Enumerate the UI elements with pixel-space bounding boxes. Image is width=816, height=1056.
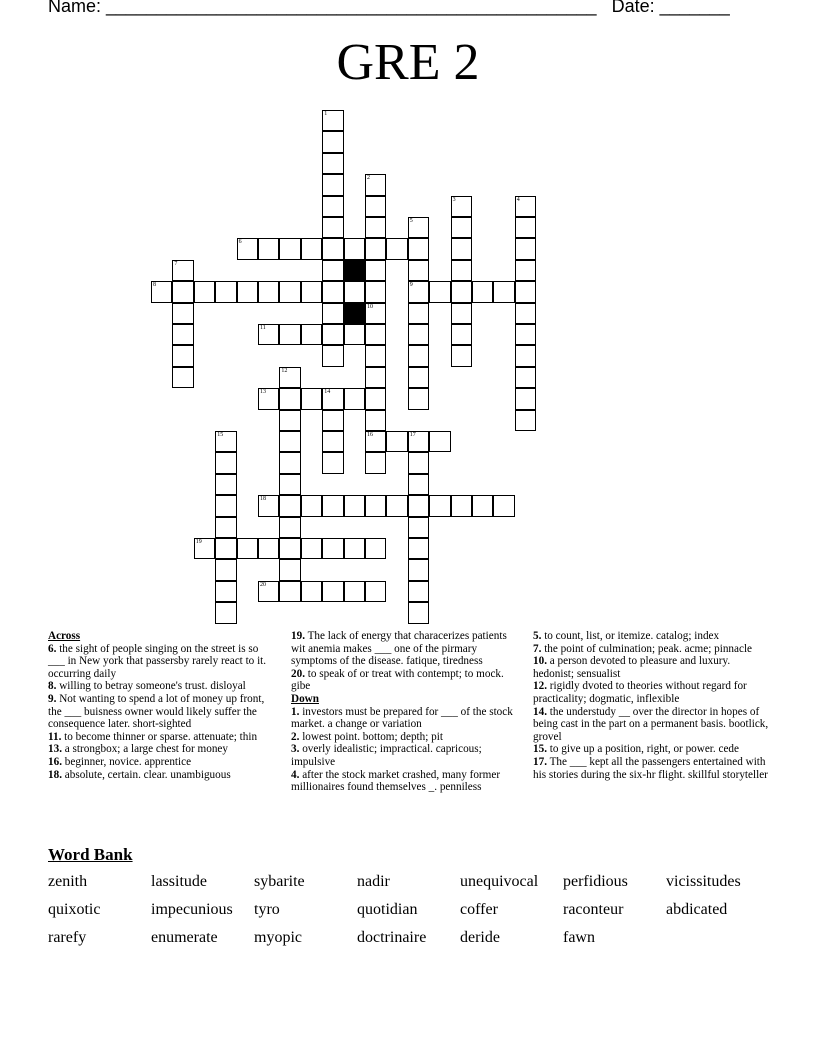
grid-cell[interactable] <box>365 324 386 345</box>
clue-number: 17 <box>409 432 416 438</box>
grid-cell[interactable] <box>365 174 386 195</box>
across-heading: Across <box>48 630 81 642</box>
grid-cell[interactable] <box>493 281 514 302</box>
clue-across-20: 20. to speak of or treat with contempt; to mock. gibe <box>291 667 504 693</box>
clue-number: 11 <box>260 325 266 331</box>
grid-cell[interactable] <box>322 388 343 409</box>
clue-down-7: 7. the point of culmination; peak. acme; pinnacle <box>533 642 753 655</box>
word-bank-word: abdicated <box>666 901 728 918</box>
grid-cell[interactable] <box>322 196 343 217</box>
grid-cell[interactable] <box>322 110 343 131</box>
grid-cell[interactable] <box>172 324 193 345</box>
grid-cell[interactable] <box>322 452 343 473</box>
grid-cell[interactable] <box>322 324 343 345</box>
black-cell <box>344 260 365 281</box>
word-bank-word: nadir <box>357 873 390 890</box>
grid-cell[interactable] <box>301 388 322 409</box>
word-bank-word: enumerate <box>151 929 218 946</box>
grid-cell[interactable] <box>172 260 193 281</box>
grid-cell[interactable] <box>322 495 343 516</box>
grid-cell[interactable] <box>215 495 236 516</box>
grid-cell[interactable] <box>365 410 386 431</box>
clue-down-12: 12. rigidly dvoted to theories without regard for practicality; dogmatic, inflexible <box>533 680 747 705</box>
clue-across-16: 16. beginner, novice. apprentice <box>48 755 192 768</box>
word-bank-word: sybarite <box>254 873 305 890</box>
grid-cell[interactable] <box>365 495 386 516</box>
grid-cell[interactable] <box>515 238 536 259</box>
grid-cell[interactable] <box>408 517 429 538</box>
grid-cell[interactable] <box>451 495 472 516</box>
grid-cell[interactable] <box>515 303 536 324</box>
grid-cell[interactable] <box>408 281 429 302</box>
grid-cell[interactable] <box>279 581 300 602</box>
grid-cell[interactable] <box>408 474 429 495</box>
grid-cell[interactable] <box>365 452 386 473</box>
grid-cell[interactable] <box>215 602 236 623</box>
grid-cell[interactable] <box>365 538 386 559</box>
grid-cell[interactable] <box>365 281 386 302</box>
grid-cell[interactable] <box>237 238 258 259</box>
word-bank-word: deride <box>460 929 500 946</box>
clues-column-2 <box>291 630 513 794</box>
grid-cell[interactable] <box>408 324 429 345</box>
word-bank-word: tyro <box>254 901 280 918</box>
word-bank-word: zenith <box>48 873 88 890</box>
grid-cell[interactable] <box>215 431 236 452</box>
word-bank-word: raconteur <box>563 901 624 918</box>
grid-cell[interactable] <box>365 345 386 366</box>
clue-number: 12 <box>281 367 288 374</box>
word-bank-word: perfidious <box>563 873 628 890</box>
grid-cell[interactable] <box>279 495 300 516</box>
grid-cell[interactable] <box>172 303 193 324</box>
word-bank-word: vicissitudes <box>666 873 741 890</box>
grid-cell[interactable] <box>365 238 386 259</box>
grid-cell[interactable] <box>344 324 365 345</box>
grid-cell[interactable] <box>301 324 322 345</box>
grid-cell[interactable] <box>408 602 429 623</box>
grid-cell[interactable] <box>365 367 386 388</box>
grid-cell[interactable] <box>344 388 365 409</box>
word-bank-word: quotidian <box>357 901 418 918</box>
grid-cell[interactable] <box>515 388 536 409</box>
word-bank-word: rarefy <box>48 929 87 946</box>
clue-number: 20 <box>260 581 266 588</box>
grid-cell[interactable] <box>365 196 386 217</box>
grid-cell[interactable] <box>172 281 193 302</box>
name-label: Name: <box>48 0 102 16</box>
grid-cell[interactable] <box>451 345 472 366</box>
grid-cell[interactable] <box>258 324 279 345</box>
clue-down-10: 10. a person devoted to pleasure and luxury. hedonist; sensualist <box>533 655 731 680</box>
grid-cell[interactable] <box>301 495 322 516</box>
clue-across-19: 19. The lack of energy that characerizes patients wit anemia makes ___ one of the pirmary symptoms of the disease. fatique, tiredness <box>291 630 507 668</box>
grid-cell[interactable] <box>515 410 536 431</box>
grid-cell[interactable] <box>515 367 536 388</box>
grid-cell[interactable] <box>365 260 386 281</box>
grid-cell[interactable] <box>279 410 300 431</box>
grid-cell[interactable] <box>172 345 193 366</box>
grid-cell[interactable] <box>279 238 300 259</box>
grid-cell[interactable] <box>322 131 343 152</box>
grid-cell[interactable] <box>172 367 193 388</box>
clue-number: 5 <box>409 218 413 224</box>
grid-cell[interactable] <box>515 345 536 366</box>
grid-cell[interactable] <box>386 495 407 516</box>
grid-cell[interactable] <box>408 559 429 580</box>
grid-cell[interactable] <box>386 431 407 452</box>
clue-down-5: 5. to count, list, or itemize. catalog; index <box>533 630 720 642</box>
grid-cell[interactable] <box>472 281 493 302</box>
grid-cell[interactable] <box>344 581 365 602</box>
grid-cell[interactable] <box>408 260 429 281</box>
grid-cell[interactable] <box>451 238 472 259</box>
word-bank-word: doctrinaire <box>357 929 427 946</box>
grid-cell[interactable] <box>322 345 343 366</box>
clue-across-18: 18. absolute, certain. clear. unambiguous <box>48 768 231 781</box>
grid-cell[interactable] <box>279 517 300 538</box>
grid-cell[interactable] <box>344 238 365 259</box>
clue-down-4: 4. after the stock market crashed, many former millionaires found themselves _. penniless <box>291 768 501 794</box>
grid-cell[interactable] <box>237 281 258 302</box>
grid-cell[interactable] <box>215 452 236 473</box>
grid-cell[interactable] <box>322 260 343 281</box>
clue-number: 4 <box>516 196 520 203</box>
clue-number: 2 <box>367 175 370 182</box>
grid-cell[interactable] <box>301 238 322 259</box>
clue-across-13: 13. a strongbox; a large chest for money <box>48 743 228 756</box>
grid-cell[interactable] <box>344 281 365 302</box>
grid-cell[interactable] <box>258 495 279 516</box>
grid-cell[interactable] <box>408 538 429 559</box>
clue-number: 6 <box>238 239 242 246</box>
clue-down-17: 17. The ___ kept all the passengers entertained with his stories during the six-hr flight. skillful storyteller <box>533 755 768 781</box>
grid-cell[interactable] <box>279 538 300 559</box>
page-title: GRE 2 <box>336 34 480 91</box>
grid-cell[interactable] <box>279 388 300 409</box>
word-bank-word: impecunious <box>151 901 233 918</box>
grid-cell[interactable] <box>429 281 450 302</box>
grid-cell[interactable] <box>429 431 450 452</box>
grid-cell[interactable] <box>365 217 386 238</box>
grid-cell[interactable] <box>322 538 343 559</box>
word-bank-word: unequivocal <box>460 873 539 890</box>
clue-down-1: 1. investors must be prepared for ___ of the stock market. a change or variation <box>291 705 513 731</box>
grid-cell[interactable] <box>472 495 493 516</box>
grid-cell[interactable] <box>279 452 300 473</box>
grid-cell[interactable] <box>279 431 300 452</box>
clue-number: 10 <box>367 303 373 310</box>
grid-cell[interactable] <box>258 281 279 302</box>
grid-cell[interactable] <box>365 581 386 602</box>
clue-across-9: 9. Not wanting to spend a lot of money up front, the ___ buisness owner would likely suffer the consequence later. short-sighted <box>48 692 265 731</box>
grid-cell[interactable] <box>215 559 236 580</box>
grid-cell[interactable] <box>237 538 258 559</box>
word-bank-word: fawn <box>563 929 595 946</box>
date-label: Date: <box>611 0 655 16</box>
clue-number: 8 <box>153 282 156 289</box>
clue-down-2: 2. lowest point. bottom; depth; pit <box>291 730 443 743</box>
grid-cell[interactable] <box>365 431 386 452</box>
grid-cell[interactable] <box>215 538 236 559</box>
clue-number: 19 <box>195 539 202 545</box>
grid-cell[interactable] <box>365 388 386 409</box>
grid-cell[interactable] <box>322 238 343 259</box>
grid-cell[interactable] <box>258 581 279 602</box>
grid-cell[interactable] <box>365 303 386 324</box>
grid-cell[interactable] <box>408 238 429 259</box>
grid-cell[interactable] <box>451 324 472 345</box>
clue-number: 9 <box>409 282 413 289</box>
clue-across-6: 6. the sight of people singing on the street is so ___ in New york that passersby rarely react to it. occurring daily <box>48 642 267 680</box>
grid-cell[interactable] <box>301 538 322 559</box>
grid-cell[interactable] <box>386 238 407 259</box>
word-bank-word: lassitude <box>151 873 207 890</box>
grid-cell[interactable] <box>344 538 365 559</box>
grid-cell[interactable] <box>408 217 429 238</box>
grid-cell[interactable] <box>451 303 472 324</box>
grid-cell[interactable] <box>322 431 343 452</box>
grid-cell[interactable] <box>258 388 279 409</box>
word-bank-title: Word Bank <box>48 845 133 864</box>
down-heading: Down <box>291 692 319 705</box>
grid-cell[interactable] <box>215 474 236 495</box>
grid-cell[interactable] <box>301 581 322 602</box>
grid-cell[interactable] <box>408 431 429 452</box>
grid-cell[interactable] <box>408 345 429 366</box>
grid-cell[interactable] <box>322 303 343 324</box>
grid-cell[interactable] <box>451 217 472 238</box>
grid-cell[interactable] <box>429 495 450 516</box>
clue-number: 3 <box>452 196 456 203</box>
grid-cell[interactable] <box>322 281 343 302</box>
grid-cell[interactable] <box>408 452 429 473</box>
grid-cell[interactable] <box>215 281 236 302</box>
grid-cell[interactable] <box>451 196 472 217</box>
word-bank-word: myopic <box>254 929 302 946</box>
grid-cell[interactable] <box>408 495 429 516</box>
grid-cell[interactable] <box>408 303 429 324</box>
grid-cell[interactable] <box>408 388 429 409</box>
black-cell <box>344 303 365 324</box>
grid-cell[interactable] <box>194 281 215 302</box>
grid-cell[interactable] <box>279 559 300 580</box>
grid-cell[interactable] <box>322 410 343 431</box>
grid-cell[interactable] <box>279 367 300 388</box>
grid-cell[interactable] <box>151 281 172 302</box>
clue-across-11: 11. to become thinner or sparse. attenuate; thin <box>48 730 258 743</box>
clue-down-15: 15. to give up a position, right, or power. cede <box>533 743 739 756</box>
name-line: _________________________________________________ <box>106 0 597 16</box>
clues-column-1 <box>48 630 270 781</box>
grid-cell[interactable] <box>258 538 279 559</box>
clues-column-3 <box>533 630 773 781</box>
grid-cell[interactable] <box>215 581 236 602</box>
word-bank-word: coffer <box>460 901 498 918</box>
grid-cell[interactable] <box>515 260 536 281</box>
grid-cell[interactable] <box>451 281 472 302</box>
grid-cell[interactable] <box>301 281 322 302</box>
grid-cell[interactable] <box>515 324 536 345</box>
grid-cell[interactable] <box>279 324 300 345</box>
clue-number: 18 <box>260 496 266 503</box>
clue-number: 15 <box>217 432 224 438</box>
date-line: _______ <box>659 0 730 16</box>
grid-cell[interactable] <box>515 217 536 238</box>
clue-number: 13 <box>260 389 266 396</box>
grid-cell[interactable] <box>493 495 514 516</box>
grid-cell[interactable] <box>279 474 300 495</box>
grid-cell[interactable] <box>515 281 536 302</box>
grid-cell[interactable] <box>408 367 429 388</box>
clue-down-14: 14. the understudy __ over the director in hopes of being cast in the part on a permanent basis. bootlick, grovel <box>533 705 769 743</box>
clue-number: 1 <box>324 111 328 117</box>
grid-cell[interactable] <box>451 260 472 281</box>
grid-cell[interactable] <box>322 581 343 602</box>
clue-down-3: 3. overly idealistic; impractical. capricous; impulsive <box>291 743 482 768</box>
grid-cell[interactable] <box>258 238 279 259</box>
clue-across-8: 8. willing to betray someone's trust. disloyal <box>48 680 246 693</box>
word-bank-word: quixotic <box>48 901 101 918</box>
grid-cell[interactable] <box>344 495 365 516</box>
grid-cell[interactable] <box>515 196 536 217</box>
clue-number: 14 <box>324 389 331 396</box>
grid-cell[interactable] <box>322 153 343 174</box>
grid-cell[interactable] <box>322 174 343 195</box>
clue-number: 16 <box>367 432 373 438</box>
grid-cell[interactable] <box>215 517 236 538</box>
grid-cell[interactable] <box>194 538 215 559</box>
grid-cell[interactable] <box>322 217 343 238</box>
grid-cell[interactable] <box>408 581 429 602</box>
clue-number: 7 <box>174 260 178 267</box>
grid-cell[interactable] <box>279 281 300 302</box>
